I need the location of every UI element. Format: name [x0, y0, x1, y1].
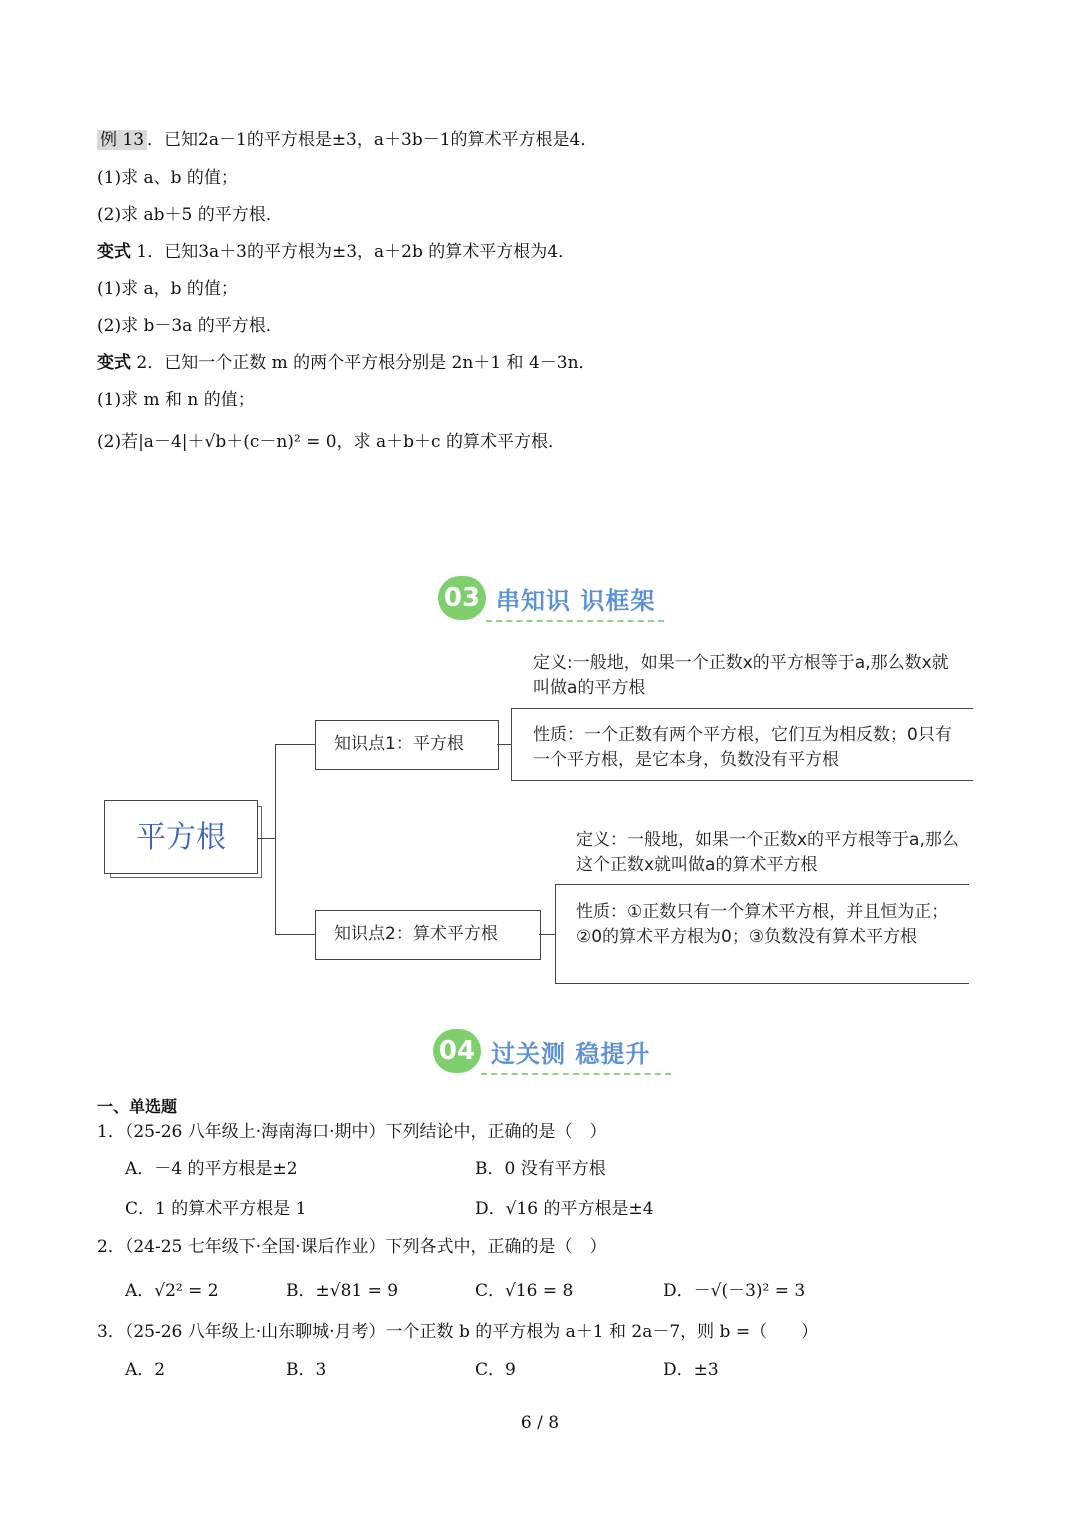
k1-definition: 定义:一般地，如果一个正数x的平方根等于a,那么数x就叫做a的平方根: [533, 653, 949, 698]
section-03-number: 03: [438, 576, 486, 620]
example-q2: (2)求 ab＋5 的平方根．: [97, 205, 283, 225]
k2-divider-top: [555, 884, 969, 885]
q3-option-b[interactable]: B．3: [286, 1360, 327, 1380]
variant2-line: 变式 2．已知一个正数 m 的两个平方根分别是 2n＋1 和 4－3n．: [97, 353, 596, 373]
q1-option-c[interactable]: C．1 的算术平方根是 1: [125, 1199, 307, 1219]
variant1-q1: (1)求 a，b 的值；: [97, 279, 238, 299]
section-03-title: 串知识 识框架: [496, 586, 656, 615]
k2-bracket: [555, 884, 556, 984]
example-tag: 例 13: [97, 130, 147, 150]
k1-connector: [497, 744, 511, 745]
root-node: [104, 800, 258, 874]
variant1-q2: (2)求 b－3a 的平方根．: [97, 316, 283, 336]
root-label: 平方根: [136, 819, 226, 855]
q1-stem: 1．（25-26 八年级上·海南海口·期中）下列结论中，正确的是（ ）: [97, 1122, 607, 1142]
trunk-line: [275, 744, 276, 934]
q3-option-a[interactable]: A．2: [125, 1360, 166, 1380]
k1-bracket: [511, 708, 512, 780]
variant2-q1: (1)求 m 和 n 的值；: [97, 390, 255, 410]
example-q1: (1)求 a、b 的值；: [97, 168, 238, 188]
q3-stem: 3．（25-26 八年级上·山东聊城·月考）一个正数 b 的平方根为 a＋1 和 2a－7，则 b =（ ）: [97, 1322, 819, 1342]
q2-option-a[interactable]: A．√2² = 2: [125, 1281, 219, 1301]
q3-option-d[interactable]: D．±3: [663, 1360, 719, 1380]
k2-connector: [539, 934, 555, 935]
k1-divider-bottom: [511, 780, 973, 781]
k2-divider-bottom: [555, 983, 969, 984]
k1-label: 知识点1：平方根: [334, 734, 464, 754]
q3-option-c[interactable]: C．9: [475, 1360, 516, 1380]
section-04-underline: [481, 1073, 671, 1075]
k1-node: [315, 720, 499, 770]
section-03-header: [438, 576, 655, 620]
k2-node: [315, 910, 541, 960]
section-04-header: [433, 1029, 650, 1073]
section-04-title: 过关测 稳提升: [491, 1039, 651, 1068]
k2-property: 性质：①正数只有一个算术平方根，并且恒为正；②0的算术平方根为0；③负数没有算术平方根: [576, 902, 949, 947]
section-04-number: 04: [433, 1029, 481, 1073]
k1-divider-top: [511, 708, 973, 709]
k2-definition: 定义：一般地，如果一个正数x的平方根等于a,那么这个正数x就叫做a的算术平方根: [576, 830, 959, 875]
q1-option-b[interactable]: B．0 没有平方根: [475, 1159, 606, 1179]
k2-label: 知识点2：算术平方根: [334, 924, 498, 944]
q2-stem: 2．（24-25 七年级下·全国·课后作业）下列各式中，正确的是（ ）: [97, 1237, 607, 1257]
q1-option-d[interactable]: D．√16 的平方根是±4: [475, 1199, 654, 1219]
branch1-line: [275, 744, 315, 745]
example-13-line: 例 13 ．已知2a－1的平方根是±3，a＋3b－1的算术平方根是4．: [97, 128, 597, 152]
root-connector: [257, 838, 275, 839]
q2-option-d[interactable]: D．－√(－3)² = 3: [663, 1281, 806, 1301]
branch2-line: [275, 934, 315, 935]
k1-property: 性质：一个正数有两个平方根，它们互为相反数；0只有一个平方根，是它本身，负数没有平方根: [533, 725, 952, 770]
q1-option-a[interactable]: A．－4 的平方根是±2: [125, 1159, 298, 1179]
variant1-line: 变式 1．已知3a＋3的平方根为±3，a＋2b 的算术平方根为4．: [97, 242, 576, 262]
variant2-q2: (2)若|a－4|＋√b＋(c－n)² = 0，求 a＋b＋c 的算术平方根．: [97, 432, 565, 452]
page-number: 6 / 8: [520, 1413, 560, 1433]
section-03-underline: [486, 620, 664, 622]
part-heading: 一、单选题: [97, 1097, 178, 1116]
q2-option-c[interactable]: C．√16 = 8: [475, 1281, 574, 1301]
q2-option-b[interactable]: B．±√81 = 9: [286, 1281, 399, 1301]
